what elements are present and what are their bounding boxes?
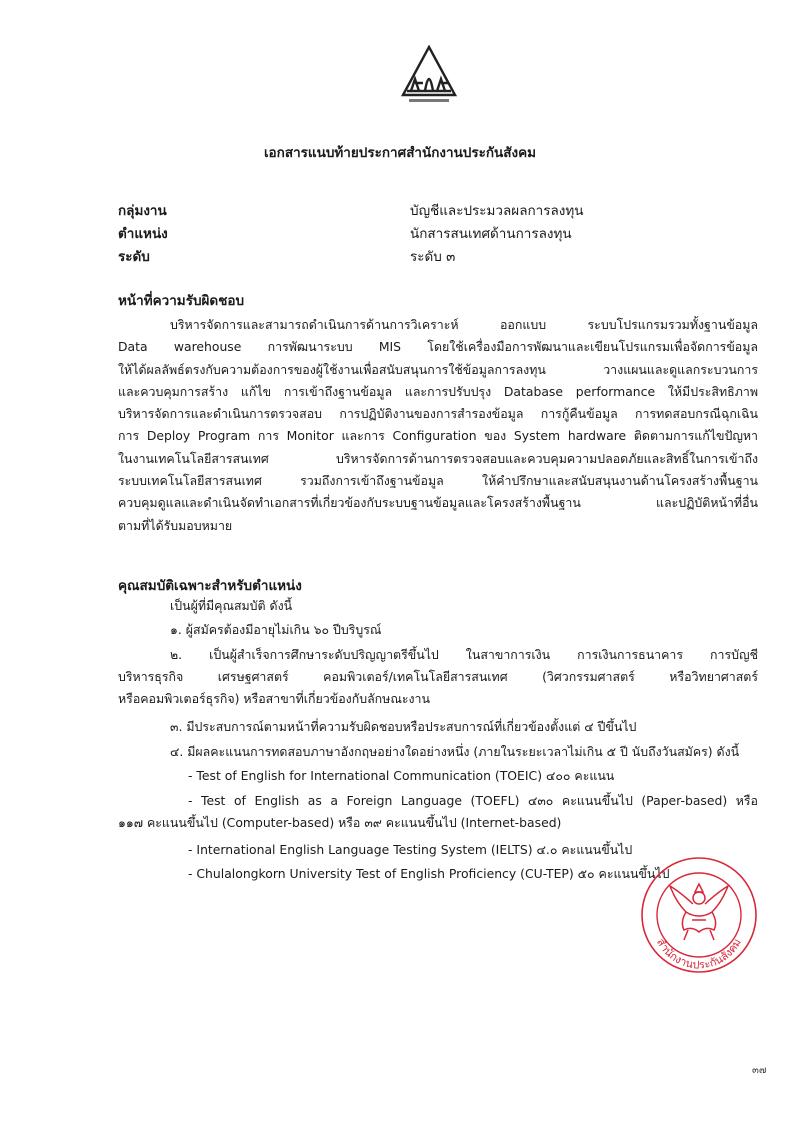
svg-text:สำนักงานประกันสังคม — [654, 936, 744, 972]
text-line: บริหารจัดการและดำเนินการตรวจสอบ การปฏิบัติงานของการสำรองข้อมูล การกู้คืนข้อมูล การทดสอบกรณีฉุกเฉิน — [118, 406, 758, 422]
qualifications-intro: เป็นผู้ที่มีคุณสมบัติ ดังนี้ — [170, 598, 293, 613]
qualification-item-2-line-3: หรือคอมพิวเตอร์ธุรกิจ) หรือสาขาที่เกี่ยวข้องกับลักษณะงาน — [118, 691, 430, 706]
english-test-toeic: - Test of English for International Communication (TOEIC) ๔๐๐ คะแนน — [188, 768, 615, 783]
social-security-office-logo-icon — [401, 45, 457, 107]
english-test-ielts: - International English Language Testing System (IELTS) ๔.๐ คะแนนขึ้นไป — [188, 842, 633, 857]
stamp-text: สำนักงานประกันสังคม — [654, 936, 744, 972]
text-line: ให้ได้ผลลัพธ์ตรงกับความต้องการของผู้ใช้งานเพื่อสนับสนุนการใช้ข้อมูลการลงทุน วางแผนและดูแลกระบวนการ — [118, 361, 758, 377]
english-test-toefl-line-2: ๑๑๗ คะแนนขึ้นไป (Computer-based) หรือ ๓๙ คะแนนขึ้นไป (Internet-based) — [118, 815, 562, 830]
qualification-item-2-line-2: บริหารธุรกิจ เศรษฐศาสตร์ คอมพิวเตอร์/เทคโนโลยีสารสนเทศ (วิศวกรรมศาสตร์ หรือวิทยาศาสตร์ — [118, 669, 758, 684]
info-label: ระดับ — [118, 248, 150, 265]
position-info — [118, 198, 718, 267]
english-test-cutep: - Chulalongkorn University Test of English Proficiency (CU-TEP) ๕๐ คะแนนขึ้นไป — [188, 866, 670, 881]
text-line: ในงานเทคโนโลยีสารสนเทศ บริหารจัดการด้านการตรวจสอบและควบคุมความปลอดภัยและสิทธิ์ในการเข้าถึง — [118, 450, 758, 466]
text-line: และควบคุมการสร้าง แก้ไข การเข้าถึงฐานข้อมูล และการปรับปรุง Database performance ให้มีประสิทธิภาพ — [118, 383, 758, 399]
info-value: บัญชีและประมวลผลการลงทุน — [410, 202, 584, 219]
responsibilities-paragraph — [118, 314, 758, 537]
page-number: ๓๗ — [752, 1065, 767, 1076]
text-line: ควบคุมดูแลและดำเนินจัดทำเอกสารที่เกี่ยวข้องกับระบบฐานข้อมูลและโครงสร้างพื้นฐาน และปฏิบัติหน้าที่อื่น — [118, 495, 758, 511]
responsibilities-heading: หน้าที่ความรับผิดชอบ — [118, 293, 245, 309]
info-label: กลุ่มงาน — [118, 202, 167, 219]
info-label: ตำแหน่ง — [118, 225, 168, 242]
info-value: ระดับ ๓ — [410, 248, 456, 265]
english-test-toefl-line-1: - Test of English as a Foreign Language (TOEFL) ๔๓๐ คะแนนขึ้นไป (Paper-based) หรือ — [188, 793, 758, 808]
text-line: การ Deploy Program การ Monitor และการ Configuration ของ System hardware ติดตามการแก้ไขปัญหา — [118, 428, 758, 444]
document-title: เอกสารแนบท้ายประกาศสำนักงานประกันสังคม — [263, 145, 537, 161]
garuda-seal-stamp-icon — [640, 856, 758, 974]
text-line: ระบบเทคโนโลยีสารสนเทศ รวมถึงการเข้าถึงฐานข้อมูล ให้คำปรึกษาและสนับสนุนงานด้านโครงสร้างพื้นฐาน — [118, 473, 758, 489]
info-value: นักสารสนเทศด้านการลงทุน — [410, 225, 572, 242]
qualifications-heading: คุณสมบัติเฉพาะสำหรับตำแหน่ง — [118, 578, 302, 594]
qualification-item-1: ๑. ผู้สมัครต้องมีอายุไม่เกิน ๖๐ ปีบริบูรณ์ — [170, 622, 382, 637]
info-row-work-group — [118, 198, 718, 221]
qualification-item-2-line-1: ๒. เป็นผู้สำเร็จการศึกษาระดับปริญญาตรีขึ้นไป ในสาขาการเงิน การเงินการธนาคาร การบัญชี — [170, 647, 758, 662]
text-line: ตามที่ได้รับมอบหมาย — [118, 517, 233, 533]
info-row-level — [118, 244, 718, 267]
info-row-position — [118, 221, 718, 244]
qualification-item-3: ๓. มีประสบการณ์ตามหน้าที่ความรับผิดชอบหรือประสบการณ์ที่เกี่ยวข้องตั้งแต่ ๔ ปีขึ้นไป — [170, 719, 637, 734]
text-line: บริหารจัดการและสามารถดำเนินการด้านการวิเคราะห์ ออกแบบ ระบบโปรแกรมรวมทั้งฐานข้อมูล — [170, 317, 758, 332]
qualification-item-4: ๔. มีผลคะแนนการทดสอบภาษาอังกฤษอย่างใดอย่างหนึ่ง (ภายในระยะเวลาไม่เกิน ๕ ปี นับถึงวันสมัคร) ดังนี้ — [170, 744, 740, 759]
text-line: Data warehouse การพัฒนาระบบ MIS โดยใช้เครื่องมือการพัฒนาและเขียนโปรแกรมเพื่อจัดการข้อมูล — [118, 339, 758, 355]
